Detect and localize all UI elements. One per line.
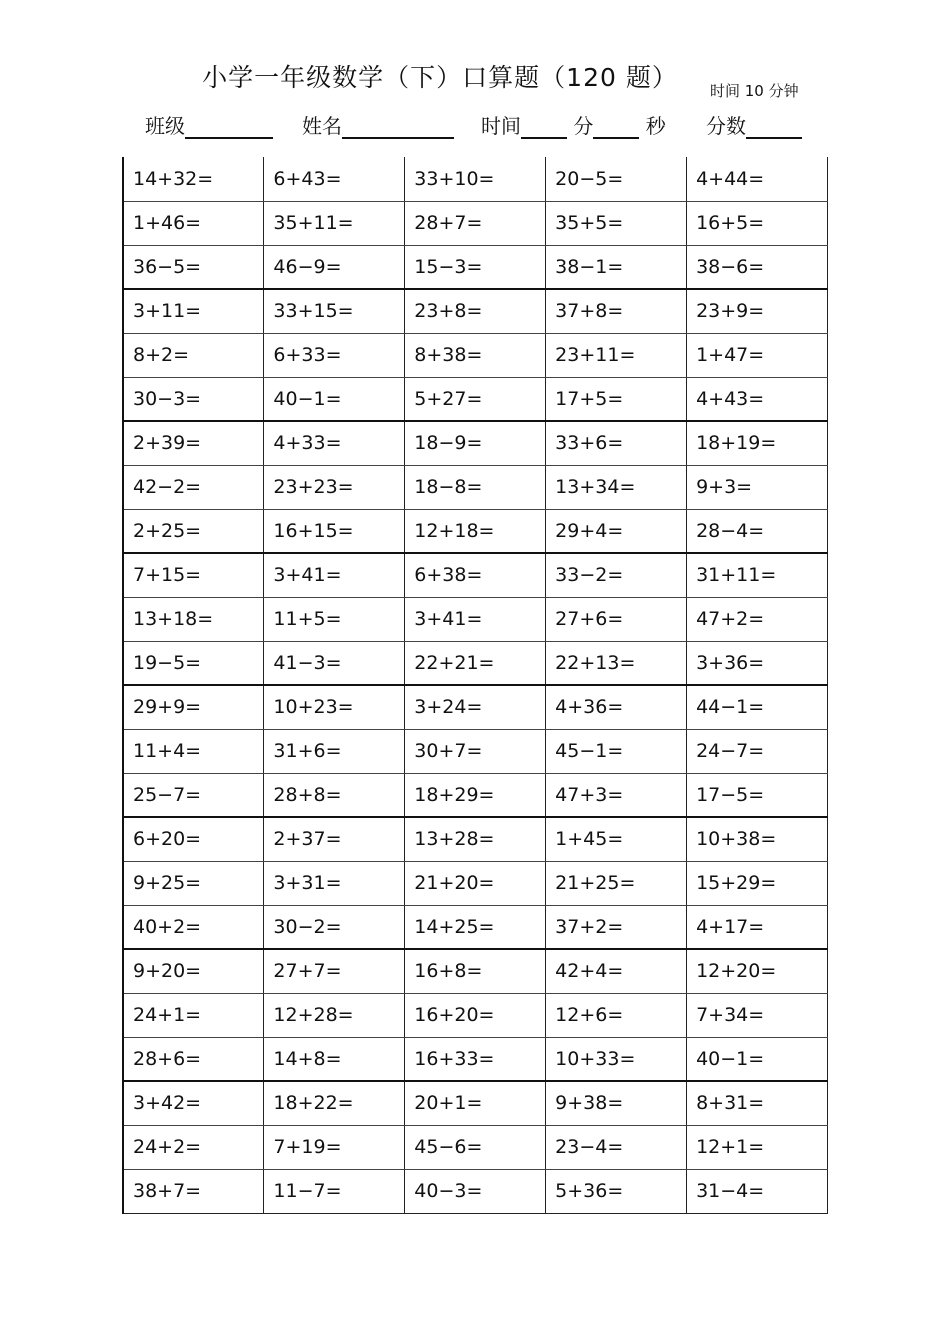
second-label: 秒 xyxy=(645,114,666,138)
problem-cell: 47+2= xyxy=(687,597,828,641)
problem-cell: 30+7= xyxy=(405,729,546,773)
problem-cell: 28+6= xyxy=(123,1037,264,1081)
problem-cell: 16+5= xyxy=(687,201,828,245)
problem-cell: 42−2= xyxy=(123,465,264,509)
table-row xyxy=(123,1125,828,1169)
problem-cell: 16+15= xyxy=(264,509,405,553)
problem-cell: 21+25= xyxy=(546,861,687,905)
table-row xyxy=(123,905,828,949)
problem-cell: 12+28= xyxy=(264,993,405,1037)
name-label: 姓名 xyxy=(302,114,342,138)
table-row xyxy=(123,157,828,201)
class-label: 班级 xyxy=(145,114,185,138)
problem-cell: 33+10= xyxy=(405,157,546,201)
table-row xyxy=(123,773,828,817)
problem-cell: 23+23= xyxy=(264,465,405,509)
problem-cell: 23+8= xyxy=(405,289,546,333)
problem-cell: 6+43= xyxy=(264,157,405,201)
problem-cell: 18+29= xyxy=(405,773,546,817)
problem-cell: 4+36= xyxy=(546,685,687,729)
table-row xyxy=(123,993,828,1037)
problem-cell: 22+21= xyxy=(405,641,546,685)
table-row xyxy=(123,1169,828,1213)
second-blank[interactable] xyxy=(593,115,639,139)
table-row xyxy=(123,245,828,289)
problem-cell: 9+3= xyxy=(687,465,828,509)
problem-cell: 31+6= xyxy=(264,729,405,773)
problem-cell: 30−3= xyxy=(123,377,264,421)
problem-cell: 37+2= xyxy=(546,905,687,949)
problem-cell: 3+31= xyxy=(264,861,405,905)
table-row xyxy=(123,509,828,553)
problem-cell: 2+37= xyxy=(264,817,405,861)
problem-cell: 17−5= xyxy=(687,773,828,817)
problem-cell: 12+18= xyxy=(405,509,546,553)
problem-cell: 40−1= xyxy=(687,1037,828,1081)
problem-cell: 35+5= xyxy=(546,201,687,245)
problem-cell: 47+3= xyxy=(546,773,687,817)
problem-cell: 4+33= xyxy=(264,421,405,465)
problem-cell: 33−2= xyxy=(546,553,687,597)
problem-cell: 40−3= xyxy=(405,1169,546,1213)
table-row xyxy=(123,861,828,905)
problem-cell: 18+19= xyxy=(687,421,828,465)
problem-cell: 16+33= xyxy=(405,1037,546,1081)
problem-cell: 30−2= xyxy=(264,905,405,949)
problem-cell: 38−6= xyxy=(687,245,828,289)
problem-cell: 1+45= xyxy=(546,817,687,861)
problem-cell: 3+36= xyxy=(687,641,828,685)
problem-cell: 29+4= xyxy=(546,509,687,553)
name-blank[interactable] xyxy=(342,115,454,139)
problem-cell: 9+38= xyxy=(546,1081,687,1125)
problem-cell: 33+6= xyxy=(546,421,687,465)
problem-cell: 1+46= xyxy=(123,201,264,245)
table-row xyxy=(123,1081,828,1125)
problem-cell: 19−5= xyxy=(123,641,264,685)
problem-cell: 28+8= xyxy=(264,773,405,817)
problem-cell: 9+25= xyxy=(123,861,264,905)
problem-cell: 7+19= xyxy=(264,1125,405,1169)
problem-cell: 14+25= xyxy=(405,905,546,949)
table-row xyxy=(123,289,828,333)
problem-cell: 4+44= xyxy=(687,157,828,201)
time-limit-note: 时间 10 分钟 xyxy=(710,82,799,100)
problem-cell: 8+38= xyxy=(405,333,546,377)
problem-cell: 45−6= xyxy=(405,1125,546,1169)
problem-cell: 46−9= xyxy=(264,245,405,289)
table-row xyxy=(123,685,828,729)
class-blank[interactable] xyxy=(185,115,273,139)
problem-cell: 20+1= xyxy=(405,1081,546,1125)
problem-cell: 23+9= xyxy=(687,289,828,333)
problem-cell: 41−3= xyxy=(264,641,405,685)
problem-cell: 37+8= xyxy=(546,289,687,333)
problem-cell: 11+5= xyxy=(264,597,405,641)
table-row xyxy=(123,729,828,773)
problem-cell: 12+6= xyxy=(546,993,687,1037)
problem-cell: 17+5= xyxy=(546,377,687,421)
table-row xyxy=(123,333,828,377)
table-row xyxy=(123,597,828,641)
problem-cell: 3+42= xyxy=(123,1081,264,1125)
problem-cell: 23−4= xyxy=(546,1125,687,1169)
problem-cell: 12+1= xyxy=(687,1125,828,1169)
problem-cell: 6+38= xyxy=(405,553,546,597)
problem-cell: 5+27= xyxy=(405,377,546,421)
problem-cell: 7+34= xyxy=(687,993,828,1037)
problem-cell: 27+6= xyxy=(546,597,687,641)
table-row xyxy=(123,641,828,685)
problem-cell: 10+33= xyxy=(546,1037,687,1081)
problem-cell: 7+15= xyxy=(123,553,264,597)
problem-cell: 3+41= xyxy=(264,553,405,597)
problem-cell: 16+8= xyxy=(405,949,546,993)
problem-cell: 33+15= xyxy=(264,289,405,333)
problem-grid xyxy=(122,157,828,1214)
problem-cell: 24+2= xyxy=(123,1125,264,1169)
problem-cell: 22+13= xyxy=(546,641,687,685)
table-row xyxy=(123,1037,828,1081)
problem-cell: 15+29= xyxy=(687,861,828,905)
problem-cell: 10+23= xyxy=(264,685,405,729)
time-label: 时间 xyxy=(481,114,521,138)
problem-cell: 42+4= xyxy=(546,949,687,993)
problem-cell: 35+11= xyxy=(264,201,405,245)
table-row xyxy=(123,817,828,861)
problem-cell: 2+25= xyxy=(123,509,264,553)
problem-cell: 6+20= xyxy=(123,817,264,861)
problem-cell: 40−1= xyxy=(264,377,405,421)
problem-cell: 3+41= xyxy=(405,597,546,641)
problem-cell: 24+1= xyxy=(123,993,264,1037)
problem-cell: 3+11= xyxy=(123,289,264,333)
time-field xyxy=(481,110,666,139)
table-row xyxy=(123,949,828,993)
problem-cell: 12+20= xyxy=(687,949,828,993)
class-field xyxy=(145,110,273,139)
problem-cell: 8+2= xyxy=(123,333,264,377)
problem-cell: 40+2= xyxy=(123,905,264,949)
problem-cell: 13+28= xyxy=(405,817,546,861)
minute-label: 分 xyxy=(573,114,594,138)
table-row xyxy=(123,201,828,245)
table-row xyxy=(123,421,828,465)
score-label: 分数 xyxy=(706,114,746,138)
problem-cell: 6+33= xyxy=(264,333,405,377)
problem-cell: 18−9= xyxy=(405,421,546,465)
problem-cell: 14+32= xyxy=(123,157,264,201)
problem-cell: 36−5= xyxy=(123,245,264,289)
problem-cell: 25−7= xyxy=(123,773,264,817)
score-blank[interactable] xyxy=(746,115,802,139)
problem-cell: 28−4= xyxy=(687,509,828,553)
table-row xyxy=(123,377,828,421)
table-row xyxy=(123,553,828,597)
table-row xyxy=(123,465,828,509)
problem-cell: 21+20= xyxy=(405,861,546,905)
problem-cell: 24−7= xyxy=(687,729,828,773)
score-field xyxy=(706,110,802,139)
problem-cell: 20−5= xyxy=(546,157,687,201)
minute-blank[interactable] xyxy=(521,115,567,139)
problem-cell: 10+38= xyxy=(687,817,828,861)
problem-cell: 38−1= xyxy=(546,245,687,289)
problem-cell: 2+39= xyxy=(123,421,264,465)
problem-cell: 27+7= xyxy=(264,949,405,993)
worksheet-title: 小学一年级数学（下）口算题（120 题） xyxy=(202,63,678,92)
problem-cell: 14+8= xyxy=(264,1037,405,1081)
problem-cell: 23+11= xyxy=(546,333,687,377)
problem-cell: 4+43= xyxy=(687,377,828,421)
problem-cell: 15−3= xyxy=(405,245,546,289)
name-field xyxy=(302,110,454,139)
problem-cell: 1+47= xyxy=(687,333,828,377)
problem-cell: 18+22= xyxy=(264,1081,405,1125)
problem-cell: 4+17= xyxy=(687,905,828,949)
problem-cell: 16+20= xyxy=(405,993,546,1037)
problem-cell: 38+7= xyxy=(123,1169,264,1213)
problem-cell: 44−1= xyxy=(687,685,828,729)
problem-cell: 11−7= xyxy=(264,1169,405,1213)
problem-cell: 29+9= xyxy=(123,685,264,729)
problem-cell: 5+36= xyxy=(546,1169,687,1213)
problem-cell: 28+7= xyxy=(405,201,546,245)
problem-cell: 8+31= xyxy=(687,1081,828,1125)
problem-cell: 9+20= xyxy=(123,949,264,993)
problem-cell: 18−8= xyxy=(405,465,546,509)
problem-cell: 13+34= xyxy=(546,465,687,509)
problem-cell: 3+24= xyxy=(405,685,546,729)
problem-cell: 31+11= xyxy=(687,553,828,597)
problem-cell: 45−1= xyxy=(546,729,687,773)
problem-cell: 13+18= xyxy=(123,597,264,641)
problem-cell: 11+4= xyxy=(123,729,264,773)
problem-cell: 31−4= xyxy=(687,1169,828,1213)
